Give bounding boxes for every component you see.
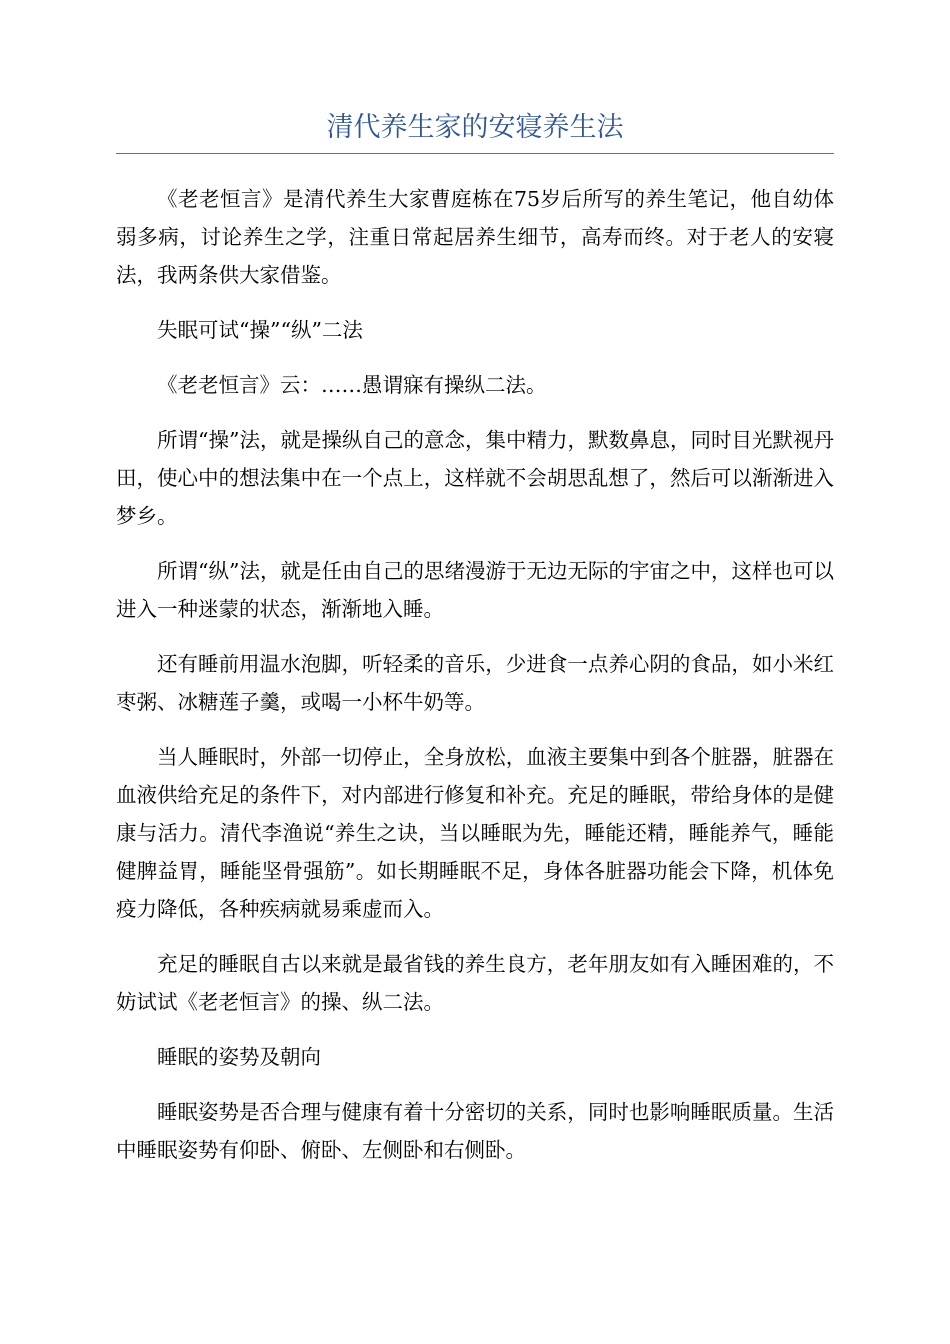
paragraph: 充足的睡眠自古以来就是最省钱的养生良方，老年朋友如有入睡困难的，不妨试试《老老恒言》的操、纵二法。	[116, 952, 834, 1014]
paragraph: 《老老恒言》云：……愚谓寐有操纵二法。	[157, 373, 547, 397]
paragraph: 当人睡眠时，外部一切停止，全身放松，血液主要集中到各个脏器，脏器在血液供给充足的条件下，对内部进行修复和补充。充足的睡眠，带给身体的是健康与活力。清代李渔说“养生之诀，当以睡眠为先，睡能还精，睡能养气，睡能健脾益胃，睡能坚骨强筋”。如长期睡眠不足，身体各脏器功能会下降，机体免疫力降低，各种疾病就易乘虚而入。	[116, 745, 834, 921]
paragraph: 睡眠姿势是否合理与健康有着十分密切的关系，同时也影响睡眠质量。生活中睡眠姿势有仰卧、俯卧、左侧卧和右侧卧。	[116, 1100, 834, 1162]
paragraph: 所谓“纵”法，就是任由自己的思绪漫游于无边无际的宇宙之中，这样也可以进入一种迷蒙的状态，渐渐地入睡。	[116, 559, 834, 621]
document-body	[116, 180, 834, 1186]
section-heading: 睡眠的姿势及朝向	[157, 1045, 321, 1069]
title-underline	[116, 153, 834, 154]
paragraph: 还有睡前用温水泡脚，听轻柔的音乐，少进食一点养心阴的食品，如小米红枣粥、冰糖莲子羹，或喝一小杯牛奶等。	[116, 652, 834, 714]
document-title: 清代养生家的安寝养生法	[326, 112, 624, 143]
paragraph: 《老老恒言》是清代养生大家曹庭栋在75岁后所写的养生笔记，他自幼体弱多病，讨论养生之学，注重日常起居养生细节，高寿而终。对于老人的安寝法，我两条供大家借鉴。	[116, 187, 834, 287]
paragraph: 所谓“操”法，就是操纵自己的意念，集中精力，默数鼻息，同时目光默视丹田，使心中的想法集中在一个点上，这样就不会胡思乱想了，然后可以渐渐进入梦乡。	[116, 428, 834, 528]
section-heading: 失眠可试“操”“纵”二法	[157, 318, 363, 342]
